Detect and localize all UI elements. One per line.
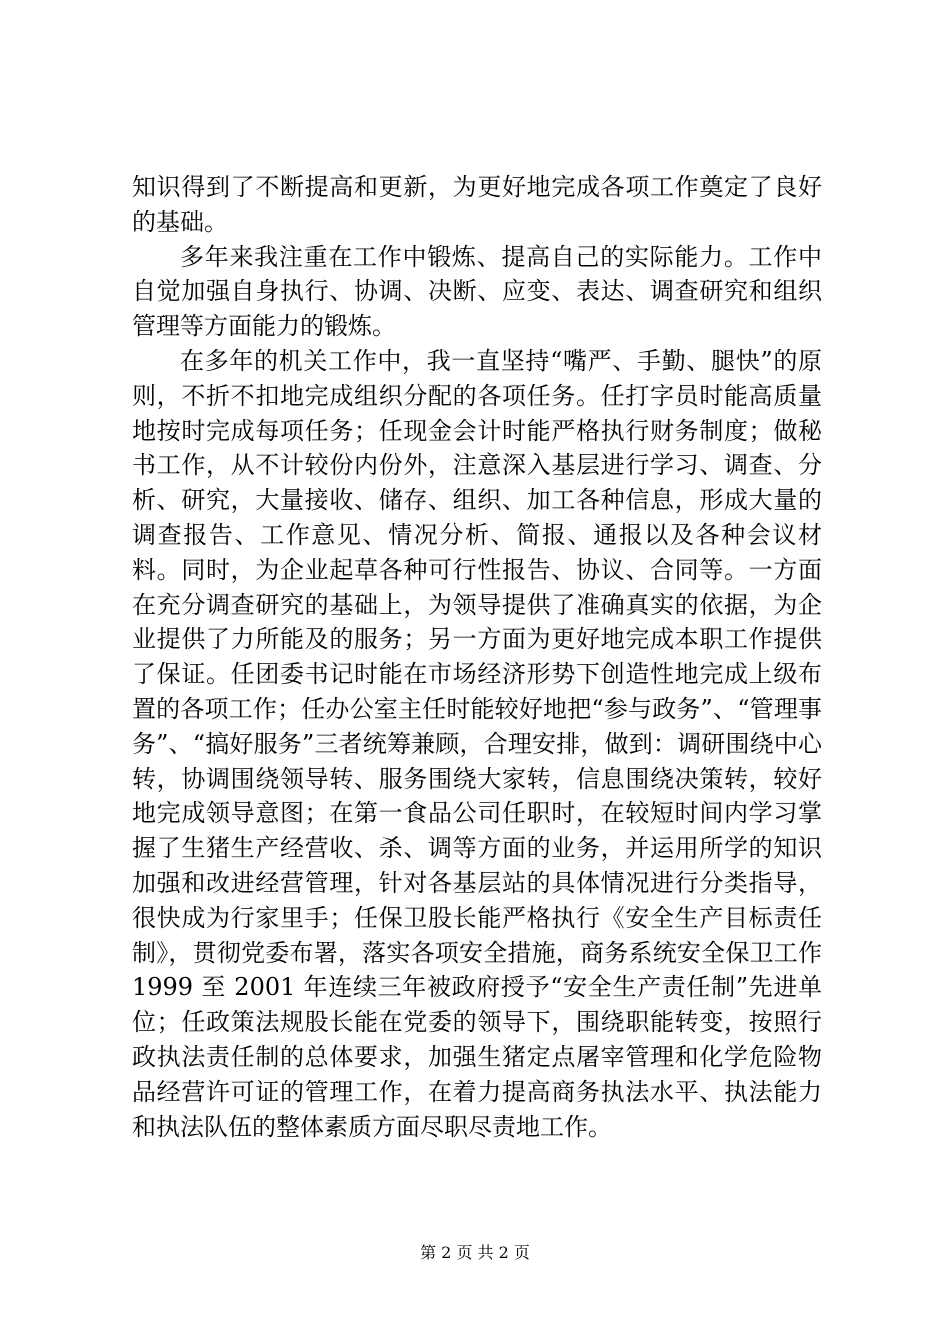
paragraph-3: 在多年的机关工作中，我一直坚持“嘴严、手勤、腿快”的原则，不折不扣地完成组织分配的各项任务。任打字员时能高质量地按时完成每项任务；任现金会计时能严格执行财务制度；做秘书工作，从不计较份内份外，注意深入基层进行学习、调查、分析、研究，大量接收、储存、组织、加工各种信息，形成大量的调查报告、工作意见、情况分析、简报、通报以及各种会议材料。同时，为企业起草各种可行性报告、协议、合同等。一方面在充分调查研究的基础上，为领导提供了准确真实的依据，为企业提供了力所能及的服务；另一方面为更好地完成本职工作提供了保证。任团委书记时能在市场经济形势下创造性地完成上级布置的各项工作；任办公室主任时能较好地把“参与政务”、“管理事务”、“搞好服务”三者统筹兼顾，合理安排，做到：调研围绕中心转，协调围绕领导转、服务围绕大家转，信息围绕决策转，较好地完成领导意图；在第一食品公司任职时，在较短时间内学习掌握了生猪生产经营收、杀、调等方面的业务，并运用所学的知识加强和改进经营管理，针对各基层站的具体情况进行分类指导，很快成为行家里手；任保卫股长能严格执行《安全生产目标责任制》，贯彻党委布署，落实各项安全措施，商务系统安全保卫工作 1999 至 2001 年连续三年被政府授予“安全生产责任制”先进单位；任政策法规股长能在党委的领导下，围绕职能转变，按照行政执法责任制的总体要求，加强生猪定点屠宰管理和化学危险物品经营许可证的管理工作，在着力提高商务执法水平、执法能力和执法队伍的整体素质方面尽职尽责地工作。: [132, 346, 822, 1141]
page-number-footer: 第 2 页 共 2 页: [420, 1243, 530, 1262]
document-body: [132, 170, 822, 1144]
paragraph-1: 知识得到了不断提高和更新，为更好地完成各项工作奠定了良好的基础。: [132, 173, 822, 236]
paragraph-2: 多年来我注重在工作中锻炼、提高自己的实际能力。工作中自觉加强自身执行、协调、决断、应变、表达、调查研究和组织管理等方面能力的锻炼。: [132, 242, 822, 341]
